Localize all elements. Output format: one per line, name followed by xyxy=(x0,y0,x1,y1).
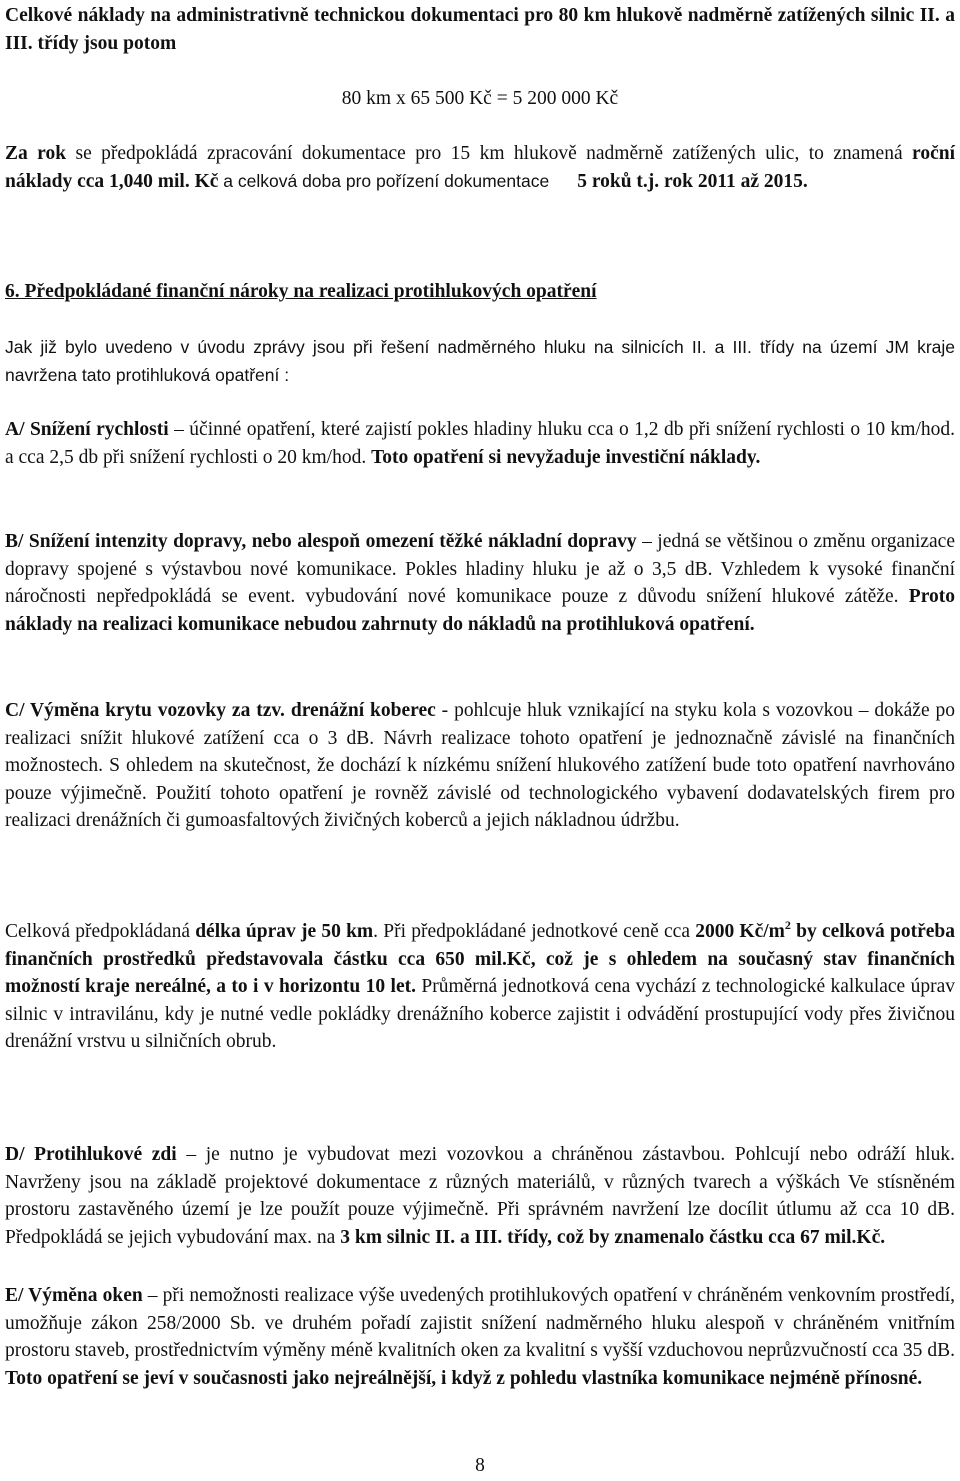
total-unit-price: 2000 Kč/m xyxy=(695,921,785,942)
section-6-heading-text: 6. Předpokládané finanční nároky na realizaci protihlukových opatření xyxy=(5,281,597,302)
za-rok-label: Za rok xyxy=(5,143,67,164)
measure-c-label: C/ Výměna krytu vozovky za tzv. xyxy=(5,700,285,721)
yearly-cost: roční náklady cca 1,040 mil. Kč xyxy=(5,143,956,192)
intro-cost-paragraph xyxy=(5,2,955,57)
section-6-intro xyxy=(5,334,955,389)
measure-b-conclusion: Proto náklady na realizaci komunikace nebudou zahrnuty do nákladů na protihluková opatření. xyxy=(5,586,955,635)
measure-c-paragraph xyxy=(5,697,955,835)
measure-a-label: A/ Snížení rychlosti xyxy=(5,419,169,440)
measure-e-label: E/ Výměna oken xyxy=(5,1285,143,1306)
measure-d-text: – je nutno je vybudovat mezi vozovkou a chráněnou zástavbou. Pohlcují nebo odráží hluk. Navrženy jsou na základě projektové dokumentace z různých materiálů, v různých tvarech a výškách Ve stísněném prostoru zastavěného území je lze použít pouze výjimečně. Při správném navržení lze docílit útlumu až cca 10 dB. Předpokládá se jejich vybudování max. na xyxy=(5,1144,955,1248)
total-text-2: . Při předpokládané jednotkové ceně cca xyxy=(373,921,696,942)
total-unit-sup: 2 xyxy=(784,918,791,932)
measure-e-conclusion: Toto opatření se jeví v současnosti jako nejreálnější, i když z pohledu vlastníka komunikace nejméně přínosné. xyxy=(5,1367,923,1389)
yearly-text-2: a celková doba pro pořízení dokumentace xyxy=(218,170,550,191)
yearly-duration: 5 roků t.j. rok 2011 až 2015. xyxy=(577,170,808,192)
yearly-text-1: se předpokládá zpracování dokumentace pro 15 km hlukově nadměrně zatížených ulic, to znamená xyxy=(66,143,913,164)
total-length: délka úprav je 50 km xyxy=(195,921,374,942)
measure-b-text: – jedná se většinou o změnu organizace dopravy spojené s výstavbou nové komunikace. Pokles hladiny hluku je až o 3,5 dB. Vzhledem k vysoké finanční náročnosti nepředpokládá se event. vybudování nové komunikace pouze z důvodu snížení hlukové zátěže. xyxy=(5,531,955,608)
measure-d-paragraph xyxy=(5,1141,955,1251)
measure-d-label: D/ Protihlukové zdi xyxy=(5,1144,177,1165)
measure-b-paragraph xyxy=(5,528,955,638)
total-cost-paragraph xyxy=(5,918,955,1056)
measure-e-paragraph xyxy=(5,1282,955,1392)
intro-cost-text: Celkové náklady na administrativně technickou dokumentaci pro 80 km hlukově nadměrně zatížených silnic II. a III. třídy jsou potom xyxy=(5,5,955,54)
measure-d-conclusion: 3 km silnic II. a III. třídy, což by znamenalo částku cca 67 mil.Kč. xyxy=(340,1226,886,1248)
total-conclusion: by celková potřeba finančních prostředků představovala částku cca 650 mil.Kč, což je s ohledem na současný stav finančních možností kraje nereálné, a to i v horizontu 10 let. xyxy=(5,921,955,998)
total-text-1: Celková předpokládaná xyxy=(5,921,196,942)
cost-formula-text: 80 km x 65 500 Kč = 5 200 000 Kč xyxy=(341,88,619,109)
measure-e-text: – při nemožnosti realizace výše uvedených protihlukových opatření v chráněném venkovním prostředí, umožňuje zákon 258/2000 Sb. ve druhém pořadí zajistit snížení nadměrného hluku alespoň v chráněném vnitřním prostoru staveb, prostřednictvím výměny méně kvalitních oken za kvalitní s vyšší vzduchovou neprůzvučností cca 35 dB. xyxy=(5,1285,955,1362)
section-6-intro-text: Jak již bylo uvedeno v úvodu zprávy jsou při řešení nadměrného hluku na silnicích II. a III. třídy na území JM kraje navržena tato protihluková opatření : xyxy=(5,337,955,385)
section-6-heading xyxy=(5,278,955,306)
measure-a-text: – účinné opatření, které zajistí pokles hladiny hluku cca o 1,2 db při snížení rychlosti o 10 km/hod. a cca 2,5 db při snížení rychlosti o 20 km/hod. xyxy=(5,419,955,468)
measure-a-paragraph xyxy=(5,416,955,471)
measure-a-conclusion: Toto opatření si nevyžaduje investiční náklady. xyxy=(371,446,761,468)
measure-c-drainage-carpet: drenážní koberec xyxy=(290,700,436,721)
yearly-paragraph xyxy=(5,140,955,195)
measure-c-text: - pohlcuje hluk vznikající na styku kola s vozovkou – dokáže po realizaci snížit hlukové zatížení cca o 3 dB. Návrh realizace tohoto opatření je jednoznačně závislé na finančních možnostech. S ohledem na skutečnost, že dochází k nízkému snížení hlukového zatížení bude toto opatření navrhováno pouze výjimečně. Použití tohoto opatření je rovněž závislé od technologického vybavení dodavatelských firem pro realizaci drenážních či gumoasfaltových živičných koberců a jejich nákladnou údržbu. xyxy=(5,700,956,832)
measure-b-label: B/ Snížení intenzity dopravy, nebo alespoň omezení těžké nákladní dopravy xyxy=(5,531,637,552)
page-number: 8 xyxy=(475,1455,485,1476)
cost-formula xyxy=(0,85,960,113)
total-text-3: Průměrná jednotková cena vychází z technologické kalkulace úprav silnic v intravilánu, kdy je nutné vedle pokládky drenážního koberce zajistit i odvádění prostupující vody přes živičnou drenážní vrstvu u silničních obrub. xyxy=(5,976,955,1053)
